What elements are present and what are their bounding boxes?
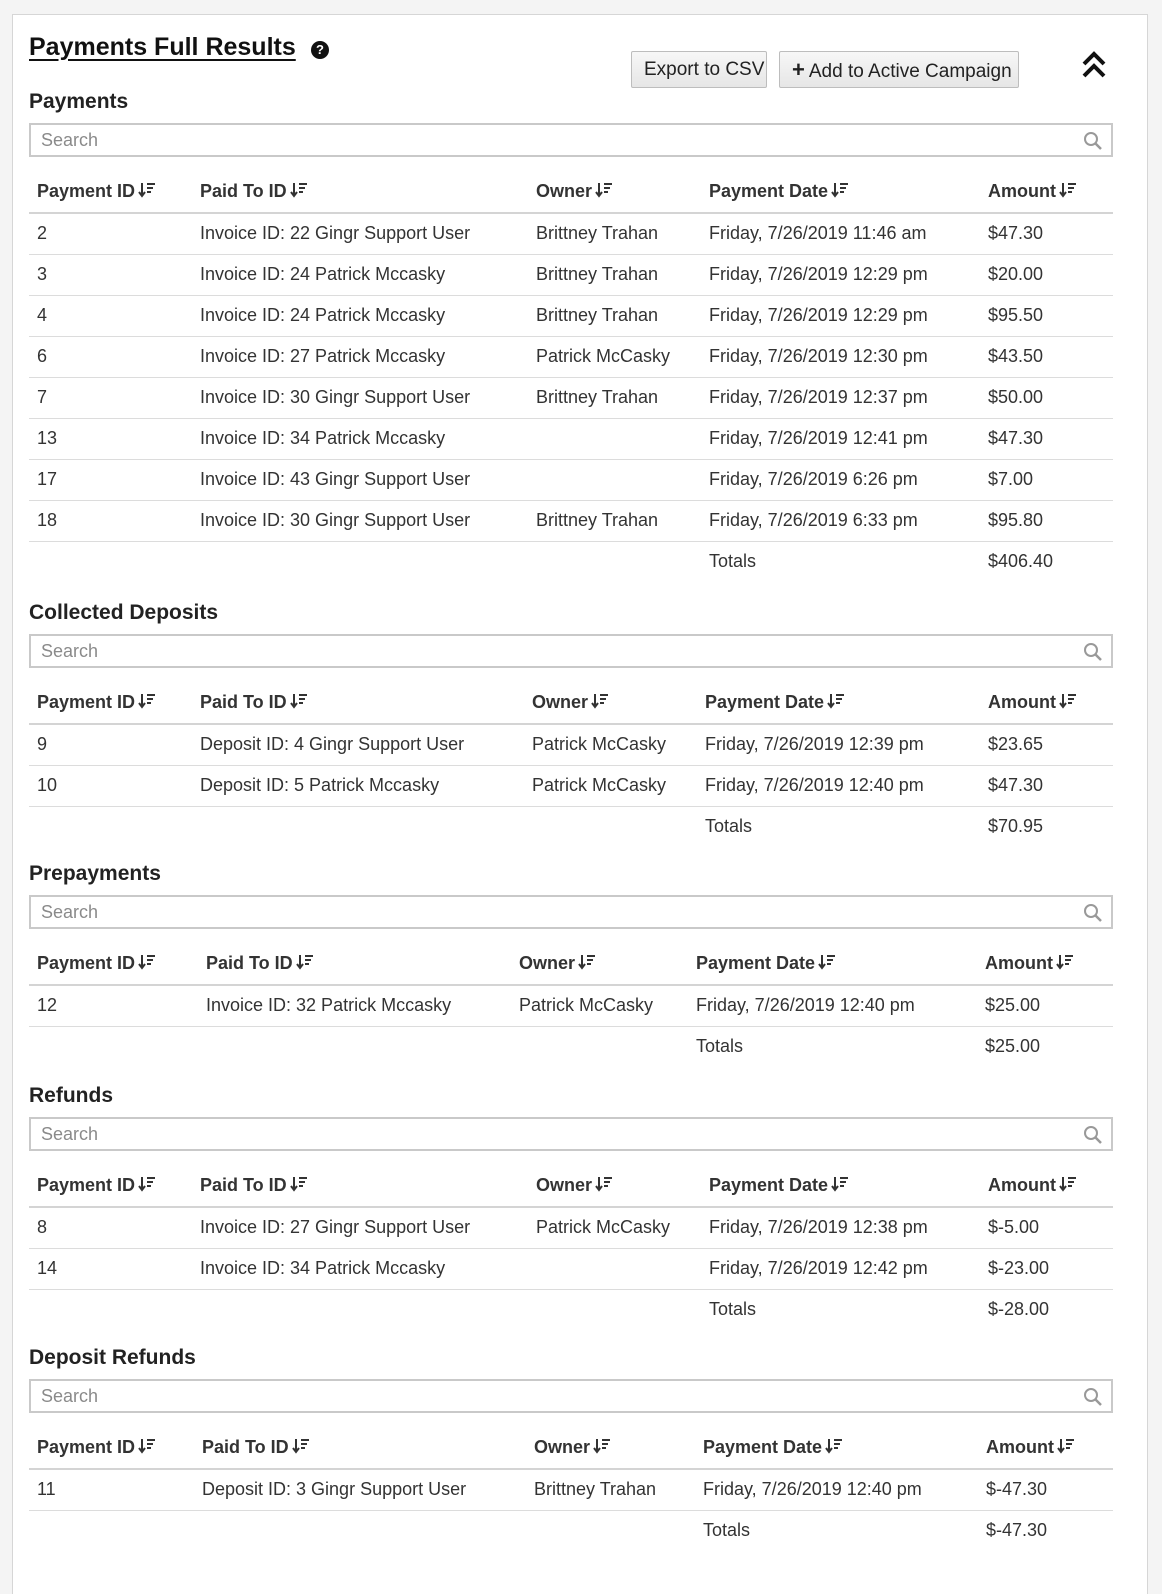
column-header-paid-to-id[interactable]	[194, 1427, 526, 1469]
cell-payment-id: 7	[29, 377, 192, 418]
cell-paid-to-id: Invoice ID: 34 Patrick Mccasky	[192, 418, 528, 459]
column-header-label: Payment Date	[696, 953, 816, 973]
section-payments	[29, 89, 1113, 582]
sort-icon[interactable]	[138, 1175, 156, 1193]
search-box	[29, 634, 1113, 668]
cell-amount: $47.30	[980, 213, 1113, 254]
column-header-label: Payment ID	[37, 692, 136, 712]
sort-icon[interactable]	[138, 181, 156, 199]
totals-row	[29, 806, 1113, 847]
sort-icon[interactable]	[1056, 953, 1074, 971]
column-header-label: Paid To ID	[200, 1175, 287, 1195]
cell-owner: Patrick McCasky	[524, 765, 697, 806]
search-input[interactable]	[31, 897, 1111, 927]
sort-icon[interactable]	[290, 692, 308, 710]
panel-header	[29, 31, 1131, 81]
column-header-label: Amount	[988, 181, 1056, 201]
cell-payment-date: Friday, 7/26/2019 12:40 pm	[695, 1469, 978, 1510]
cell-payment-id: 9	[29, 724, 192, 765]
cell-amount: $23.65	[980, 724, 1113, 765]
section-title: Payments	[29, 90, 129, 113]
table-row[interactable]	[29, 1248, 1113, 1289]
column-header-label: Amount	[988, 1175, 1056, 1195]
cell-amount: $20.00	[980, 254, 1113, 295]
search-input[interactable]	[31, 125, 1111, 155]
column-header-paid-to-id[interactable]	[192, 171, 528, 213]
cell-paid-to-id: Deposit ID: 4 Gingr Support User	[192, 724, 524, 765]
sort-icon[interactable]	[578, 953, 596, 971]
cell-payment-id: 6	[29, 336, 192, 377]
table-row[interactable]	[29, 336, 1113, 377]
sort-icon[interactable]	[290, 1175, 308, 1193]
cell-payment-id: 10	[29, 765, 192, 806]
cell-payment-id: 14	[29, 1248, 192, 1289]
search-box	[29, 895, 1113, 929]
sort-icon[interactable]	[138, 692, 156, 710]
cell-amount: $95.80	[980, 500, 1113, 541]
cell-paid-to-id: Invoice ID: 24 Patrick Mccasky	[192, 254, 528, 295]
export-csv-button[interactable]: Export to CSV	[631, 51, 767, 88]
table-row[interactable]	[29, 1207, 1113, 1248]
column-header-paid-to-id[interactable]	[198, 943, 511, 985]
cell-owner: Brittney Trahan	[528, 295, 701, 336]
search-icon[interactable]	[1083, 1387, 1103, 1407]
cell-payment-date: Friday, 7/26/2019 11:46 am	[701, 213, 980, 254]
column-header-label: Payment Date	[703, 1437, 823, 1457]
sort-icon[interactable]	[818, 953, 836, 971]
results-table	[29, 943, 1113, 1067]
column-header-paid-to-id[interactable]	[192, 682, 524, 724]
sort-icon[interactable]	[1059, 692, 1077, 710]
column-header-label: Amount	[985, 953, 1053, 973]
totals-amount: $-47.30	[986, 1520, 1048, 1541]
sort-icon[interactable]	[593, 1437, 611, 1455]
cell-payment-date: Friday, 7/26/2019 12:30 pm	[701, 336, 980, 377]
section-title: Deposit Refunds	[29, 1346, 196, 1369]
column-header-label: Payment ID	[37, 181, 136, 201]
sort-icon[interactable]	[1059, 181, 1077, 199]
cell-payment-date: Friday, 7/26/2019 12:39 pm	[697, 724, 980, 765]
column-header-payment-id[interactable]	[29, 1427, 194, 1469]
cell-owner: Brittney Trahan	[528, 500, 701, 541]
cell-payment-date: Friday, 7/26/2019 12:40 pm	[697, 765, 980, 806]
cell-amount: $-23.00	[980, 1248, 1113, 1289]
cell-payment-id: 8	[29, 1207, 192, 1248]
cell-amount: $95.50	[980, 295, 1113, 336]
cell-amount: $-5.00	[980, 1207, 1113, 1248]
sort-icon[interactable]	[825, 1437, 843, 1455]
table-row[interactable]	[29, 1469, 1113, 1510]
column-header-payment-date[interactable]	[701, 171, 980, 213]
section-title: Collected Deposits	[29, 601, 219, 624]
table-row[interactable]	[29, 765, 1113, 806]
column-header-owner[interactable]	[511, 943, 688, 985]
totals-amount: $25.00	[985, 1036, 1041, 1057]
column-header-label: Payment ID	[37, 1437, 136, 1457]
totals-row	[29, 541, 1113, 582]
column-header-label: Payment Date	[709, 1175, 829, 1195]
search-icon[interactable]	[1083, 642, 1103, 662]
column-header-label: Payment Date	[709, 181, 829, 201]
cell-payment-date: Friday, 7/26/2019 12:40 pm	[688, 985, 977, 1026]
cell-payment-date: Friday, 7/26/2019 12:41 pm	[701, 418, 980, 459]
column-header-payment-date[interactable]	[695, 1427, 978, 1469]
column-header-label: Amount	[988, 692, 1056, 712]
plus-icon: +	[792, 57, 805, 82]
totals-label: Totals	[709, 1299, 757, 1320]
table-header-row	[29, 1427, 1113, 1469]
sort-icon[interactable]	[1057, 1437, 1075, 1455]
totals-row	[29, 1289, 1113, 1330]
column-header-label: Paid To ID	[202, 1437, 289, 1457]
cell-paid-to-id: Invoice ID: 27 Patrick Mccasky	[192, 336, 528, 377]
results-table	[29, 1165, 1113, 1330]
search-icon[interactable]	[1083, 131, 1103, 151]
cell-payment-id: 4	[29, 295, 192, 336]
column-header-owner[interactable]	[528, 171, 701, 213]
cell-amount: $43.50	[980, 336, 1113, 377]
cell-owner: Patrick McCasky	[528, 336, 701, 377]
totals-amount: $406.40	[988, 551, 1054, 572]
payments-full-results-panel	[12, 14, 1148, 1594]
sort-icon[interactable]	[138, 1437, 156, 1455]
cell-paid-to-id: Invoice ID: 22 Gingr Support User	[192, 213, 528, 254]
search-input[interactable]	[31, 1119, 1111, 1149]
sort-icon[interactable]	[595, 1175, 613, 1193]
sort-icon[interactable]	[296, 953, 314, 971]
section-deposit-refunds	[29, 1345, 1113, 1551]
totals-label: Totals	[703, 1520, 751, 1541]
column-header-label: Owner	[532, 692, 589, 712]
search-box	[29, 1379, 1113, 1413]
cell-owner: Brittney Trahan	[528, 213, 701, 254]
column-header-payment-id[interactable]	[29, 682, 192, 724]
cell-payment-id: 11	[29, 1469, 194, 1510]
add-to-active-campaign-button[interactable]	[779, 51, 1019, 88]
cell-payment-date: Friday, 7/26/2019 12:29 pm	[701, 254, 980, 295]
sort-icon[interactable]	[138, 953, 156, 971]
column-header-label: Owner	[536, 1175, 593, 1195]
add-to-active-campaign-label: Add to Active Campaign	[808, 61, 1012, 82]
cell-owner	[528, 418, 701, 459]
totals-amount: $-28.00	[988, 1299, 1050, 1320]
column-header-label: Paid To ID	[206, 953, 293, 973]
column-header-label: Amount	[986, 1437, 1054, 1457]
table-row[interactable]	[29, 724, 1113, 765]
column-header-label: Paid To ID	[200, 181, 287, 201]
sort-icon[interactable]	[831, 181, 849, 199]
cell-payment-id: 17	[29, 459, 192, 500]
question-circle-icon[interactable]: ?	[311, 41, 329, 59]
table-row[interactable]	[29, 213, 1113, 254]
sort-icon[interactable]	[1059, 1175, 1077, 1193]
column-header-label: Owner	[519, 953, 576, 973]
table-row[interactable]	[29, 500, 1113, 541]
table-row[interactable]	[29, 418, 1113, 459]
column-header-owner[interactable]	[528, 1165, 701, 1207]
column-header-payment-id[interactable]	[29, 171, 192, 213]
cell-paid-to-id: Invoice ID: 27 Gingr Support User	[192, 1207, 528, 1248]
section-title: Refunds	[29, 1084, 113, 1107]
table-row[interactable]	[29, 985, 1113, 1026]
search-input[interactable]	[31, 636, 1111, 666]
search-icon[interactable]	[1083, 903, 1103, 923]
table-row[interactable]	[29, 295, 1113, 336]
section-title: Prepayments	[29, 862, 161, 885]
cell-owner: Brittney Trahan	[528, 254, 701, 295]
table-header-row	[29, 682, 1113, 724]
column-header-payment-id[interactable]	[29, 943, 198, 985]
cell-payment-id: 12	[29, 985, 198, 1026]
cell-paid-to-id: Deposit ID: 3 Gingr Support User	[194, 1469, 526, 1510]
cell-payment-id: 13	[29, 418, 192, 459]
cell-amount: $7.00	[980, 459, 1113, 500]
search-box	[29, 123, 1113, 157]
column-header-label: Payment ID	[37, 1175, 136, 1195]
cell-owner: Brittney Trahan	[528, 377, 701, 418]
table-row[interactable]	[29, 377, 1113, 418]
sort-icon[interactable]	[831, 1175, 849, 1193]
cell-payment-date: Friday, 7/26/2019 12:29 pm	[701, 295, 980, 336]
totals-amount: $70.95	[988, 816, 1044, 837]
search-input[interactable]	[31, 1381, 1111, 1411]
table-header-row	[29, 943, 1113, 985]
cell-payment-date: Friday, 7/26/2019 6:26 pm	[701, 459, 980, 500]
cell-owner: Patrick McCasky	[528, 1207, 701, 1248]
totals-label: Totals	[705, 816, 753, 837]
column-header-amount[interactable]	[980, 171, 1113, 213]
cell-amount: $25.00	[977, 985, 1113, 1026]
column-header-label: Payment ID	[37, 953, 136, 973]
column-header-paid-to-id[interactable]	[192, 1165, 528, 1207]
column-header-amount[interactable]	[977, 943, 1113, 985]
column-header-owner[interactable]	[526, 1427, 695, 1469]
results-table	[29, 171, 1113, 582]
column-header-payment-date[interactable]	[697, 682, 980, 724]
results-table	[29, 1427, 1113, 1551]
cell-payment-date: Friday, 7/26/2019 6:33 pm	[701, 500, 980, 541]
cell-paid-to-id: Invoice ID: 43 Gingr Support User	[192, 459, 528, 500]
column-header-amount[interactable]	[978, 1427, 1113, 1469]
column-header-payment-date[interactable]	[688, 943, 977, 985]
column-header-label: Paid To ID	[200, 692, 287, 712]
column-header-label: Payment Date	[705, 692, 825, 712]
section-refunds	[29, 1083, 1113, 1330]
cell-owner: Patrick McCasky	[511, 985, 688, 1026]
table-row[interactable]	[29, 254, 1113, 295]
cell-payment-date: Friday, 7/26/2019 12:37 pm	[701, 377, 980, 418]
cell-payment-id: 2	[29, 213, 192, 254]
cell-payment-id: 3	[29, 254, 192, 295]
column-header-amount[interactable]	[980, 1165, 1113, 1207]
table-header-row	[29, 171, 1113, 213]
totals-label: Totals	[709, 551, 757, 572]
cell-paid-to-id: Deposit ID: 5 Patrick Mccasky	[192, 765, 524, 806]
cell-owner	[528, 459, 701, 500]
column-header-payment-date[interactable]	[701, 1165, 980, 1207]
section-prepayments	[29, 861, 1113, 1067]
page-title[interactable]: Payments Full Results	[29, 33, 296, 61]
cell-payment-date: Friday, 7/26/2019 12:42 pm	[701, 1248, 980, 1289]
table-header-row	[29, 1165, 1113, 1207]
column-header-label: Owner	[534, 1437, 591, 1457]
cell-paid-to-id: Invoice ID: 24 Patrick Mccasky	[192, 295, 528, 336]
sort-icon[interactable]	[290, 181, 308, 199]
cell-owner	[528, 1248, 701, 1289]
column-header-owner[interactable]	[524, 682, 697, 724]
table-row[interactable]	[29, 459, 1113, 500]
cell-owner: Brittney Trahan	[526, 1469, 695, 1510]
cell-payment-date: Friday, 7/26/2019 12:38 pm	[701, 1207, 980, 1248]
totals-row	[29, 1026, 1113, 1067]
cell-amount: $50.00	[980, 377, 1113, 418]
search-icon[interactable]	[1083, 1125, 1103, 1145]
cell-owner: Patrick McCasky	[524, 724, 697, 765]
totals-row	[29, 1510, 1113, 1551]
section-collected-deposits	[29, 600, 1113, 847]
cell-paid-to-id: Invoice ID: 30 Gingr Support User	[192, 500, 528, 541]
column-header-amount[interactable]	[980, 682, 1113, 724]
column-header-label: Owner	[536, 181, 593, 201]
cell-amount: $-47.30	[978, 1469, 1113, 1510]
search-box	[29, 1117, 1113, 1151]
sort-icon[interactable]	[827, 692, 845, 710]
sort-icon[interactable]	[292, 1437, 310, 1455]
cell-amount: $47.30	[980, 418, 1113, 459]
cell-paid-to-id: Invoice ID: 32 Patrick Mccasky	[198, 985, 511, 1026]
cell-amount: $47.30	[980, 765, 1113, 806]
cell-paid-to-id: Invoice ID: 30 Gingr Support User	[192, 377, 528, 418]
cell-paid-to-id: Invoice ID: 34 Patrick Mccasky	[192, 1248, 528, 1289]
double-chevron-up-icon[interactable]	[1079, 47, 1109, 81]
results-table	[29, 682, 1113, 847]
sort-icon[interactable]	[591, 692, 609, 710]
totals-label: Totals	[696, 1036, 744, 1057]
sort-icon[interactable]	[595, 181, 613, 199]
column-header-payment-id[interactable]	[29, 1165, 192, 1207]
cell-payment-id: 18	[29, 500, 192, 541]
